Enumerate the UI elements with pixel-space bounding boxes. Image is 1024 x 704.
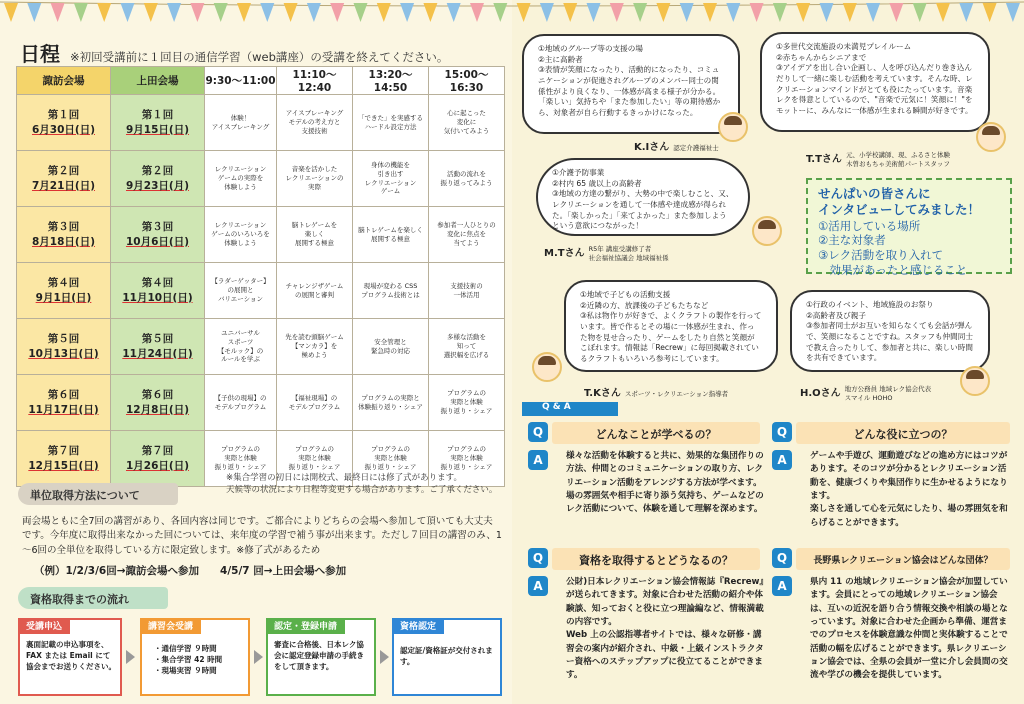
program-cell (353, 95, 429, 151)
program-text: 多様な活動を 知って 選択幅を広げる (443, 333, 490, 359)
program-text: 心に起こった 変化に 気付いてみよう (443, 109, 490, 135)
bunting-flag (703, 3, 717, 22)
header-ueda: 上田会場 (111, 67, 205, 95)
bunting-flag (330, 3, 344, 22)
flow-heading: 資格取得までの流れ (18, 587, 168, 609)
session-number: 第２回 (141, 164, 174, 177)
flow-step-certify (392, 618, 502, 696)
interview-text: ①地域のグループ等の支援の場 ②主に高齢者 ③表情が笑顔になったり、活動的になったり、コミュニケーションが促進されグループのメンバー同士の関係性がより良くなり、一体感が高まる様子が分かる。「楽しい」気持ちや「また参加したい」等の期待感から、対象者が自ら行動するきっかけになった。 (538, 44, 721, 117)
program-text: プログラムの 実際と体験 振り返り・シェア (214, 445, 267, 471)
session-number: 第５回 (141, 332, 174, 345)
program-text: 体験！ アイスブレーキング (211, 113, 270, 131)
bunting-flag (167, 3, 181, 22)
bunting-flag (750, 3, 764, 22)
bunting-flag (400, 3, 414, 22)
header-suwa: 諏訪会場 (17, 67, 111, 95)
bunting-flag (423, 3, 437, 22)
ueda-session-cell (111, 95, 205, 151)
program-cell (429, 263, 505, 319)
program-text: プログラムの実際と 体験振り返り・シェア (358, 393, 423, 411)
avatar (752, 216, 782, 246)
ueda-session-cell (111, 431, 205, 487)
flow-step-apply (18, 618, 122, 696)
program-text: 【福祉現場】の モデルプログラム (288, 393, 341, 411)
program-text: レクリエーション ゲームのいろいろを 体験しよう (211, 221, 270, 247)
program-text: プログラムの 実際と体験 振り返り・シェア (288, 445, 341, 471)
program-cell (205, 151, 277, 207)
flow-step-body: 審査に合格後、日本レク協会に認定登録申請の手続きをして頂きます。 (274, 640, 364, 671)
program-cell (277, 375, 353, 431)
bunting-flag (260, 3, 274, 22)
question-badge: Q (772, 548, 792, 568)
credit-example: （例）1/2/3/6回→諏訪会場へ参加 4/5/7 回→上田会場へ参加 (34, 565, 347, 577)
program-cell (429, 95, 505, 151)
program-text: プログラムの 実際と体験 振り返り・シェア (440, 389, 493, 415)
avatar (960, 366, 990, 396)
answer-badge: A (528, 576, 548, 596)
bunting-flag (74, 3, 88, 22)
suwa-session-cell (17, 95, 111, 151)
session-date: 1月26日(日) (125, 459, 189, 472)
speaker-name: K.Iさん (634, 142, 670, 153)
bunting-flag (354, 3, 368, 22)
bunting-decoration (0, 0, 1024, 28)
program-text: 参加者一人ひとりの 変化に焦点を 当てよう (437, 221, 496, 247)
session-date: 10月6日(日) (125, 235, 189, 248)
flow-step-title: 資格認定 (392, 618, 444, 634)
bunting-flag (144, 3, 158, 22)
session-date: 11月10日(日) (122, 291, 193, 304)
bunting-flag (27, 3, 41, 22)
flow-step-title: 受講申込 (18, 618, 70, 634)
bunting-flag (1006, 3, 1020, 22)
program-cell (277, 95, 353, 151)
program-cell (205, 95, 277, 151)
speaker-tk (584, 384, 728, 399)
session-date: 9月1日(日) (35, 291, 92, 304)
schedule-header-row (17, 67, 505, 95)
page-title: 日程 (20, 42, 60, 66)
interview-text: ①地域で子どもの活動支援 ②近隣の方、放課後の子どもたちなど ③私は物作りが好きで、よくクラフトの製作を行っています。皆で作るとその場に一体感が生まれ、作った物を見せ合ったり、ゲームをしたり自然と笑顔がこぼれます。情報誌「Recrew」に毎回掲載されているクラフトもいろいろ参考にしています。 (580, 290, 762, 363)
bunting-flag (493, 3, 507, 22)
interview-box-item: ②主な対象者 (818, 233, 886, 248)
program-text: 支援技術の 一体活用 (450, 281, 483, 299)
program-cell (353, 207, 429, 263)
session-number: 第４回 (47, 276, 80, 289)
bunting-flag (214, 3, 228, 22)
interview-text: ①多世代交流施設の未満児プレイルーム ②赤ちゃんからシニアまで ③アイデアを出し合い企画し、人を呼び込んだり巻き込んだりして一緒に楽しむ活動を考えています。そんな時、レクリエーションマインドがとても役にたっています。音楽レクを得意としているので、"音楽で元気に！笑顔に！"をモットーに、みんなに一体感が生まれる瞬間が好きです。 (776, 42, 973, 115)
flow-step-register (266, 618, 376, 696)
header-slot-1: 9:30～11:00 (205, 67, 277, 95)
bunting-flag (470, 3, 484, 22)
speaker-role: R5年 講座受講修了者 社会福祉協議会 地域福祉係 (588, 245, 669, 262)
flow-step-attend (140, 618, 250, 696)
session-number: 第６回 (141, 388, 174, 401)
bunting-flag (913, 3, 927, 22)
session-number: 第７回 (47, 444, 80, 457)
bunting-flag (983, 3, 997, 22)
session-number: 第２回 (47, 164, 80, 177)
program-text: プログラムの 実際と体験 振り返り・シェア (440, 445, 493, 471)
session-number: 第１回 (141, 108, 174, 121)
table-row (17, 319, 505, 375)
question-2: どんな役に立つの？ (796, 422, 1010, 444)
bunting-flag (97, 3, 111, 22)
speaker-role: 元、小学校講師、現、ふるさと体験 木曽おもちゃ美術館パートスタッフ (845, 151, 950, 168)
program-text: チャレンジザゲーム の展開と審判 (285, 281, 344, 299)
speaker-mt (544, 244, 669, 262)
bunting-flag (517, 3, 531, 22)
table-row (17, 263, 505, 319)
interview-box-item: ①活用している場所 (818, 218, 921, 233)
bunting-flag (4, 3, 18, 22)
program-cell (353, 319, 429, 375)
interview-text: ①介護予防事業 ②村内 65 歳以上の高齢者 ③地域の方達の繋がり、大勢の中で楽しむこと、又、レクリエーションを通して一体感や達成感が得られた。「楽しかった」「来てよかった」また参加しようという意欲につながった！ (552, 168, 734, 231)
program-cell (205, 319, 277, 375)
program-cell (205, 263, 277, 319)
session-date: 9月15日(日) (125, 123, 189, 136)
program-text: 【ラダーゲッター】 の展開と バリエーション (211, 277, 270, 303)
table-row (17, 375, 505, 431)
program-cell (429, 207, 505, 263)
question-3: 資格を取得するとどうなるの？ (552, 548, 760, 570)
bunting-flag (726, 3, 740, 22)
table-row (17, 95, 505, 151)
session-number: 第５回 (47, 332, 80, 345)
bunting-flag (610, 3, 624, 22)
program-text: 先を読む頭脳ゲーム 【マンカラ】を 極めよう (285, 333, 344, 359)
ueda-session-cell (111, 375, 205, 431)
answer-4: 県内 11 の地域レクリエーション協会が加盟しています。会員にとっての地域レクリエーション協会は、互いの近況を語り合う情報交換や相談の場となっています。対象に合わせた企画から準備、運営までのプロセスを体験意識な仲間と実体験することで活動の幅を広げることができます。県レクリエーション協会では、全県の会員が一堂に介し会員間の交流や学びの機会を提供しています。 (810, 577, 1008, 681)
interview-bubble (790, 290, 990, 372)
bunting-flag (656, 3, 670, 22)
program-text: 活動の流れを 振り返ってみよう (440, 169, 493, 187)
program-text: 安全管理と 緊急時の対応 (371, 337, 410, 355)
question-badge: Q (772, 422, 792, 442)
program-text: 「できた」を実感する ハードル設定方法 (358, 113, 423, 131)
program-cell (429, 375, 505, 431)
session-number: 第１回 (47, 108, 80, 121)
arrow-right-icon (380, 650, 389, 664)
program-cell (277, 263, 353, 319)
table-row (17, 151, 505, 207)
avatar (718, 112, 748, 142)
program-cell (277, 207, 353, 263)
bunting-flag (587, 3, 601, 22)
bunting-flag (796, 3, 810, 22)
bunting-flag (936, 3, 950, 22)
speaker-role: スポーツ・レクリエーション指導者 (624, 390, 729, 398)
program-cell (353, 375, 429, 431)
speaker-role: 認定介護福祉士 (673, 144, 719, 152)
ueda-session-cell (111, 263, 205, 319)
program-text: 現場が変わる CSS プログラム技術とは (361, 281, 420, 299)
bunting-flag (959, 3, 973, 22)
interview-text: ①行政のイベント、地域施設のお祭り ②高齢者及び親子 ③参加者同士がお互いを知らなくても会話が弾んで、笑顔になることですね。スタッフも仲間同士で教え合ったりして、参加者と共に、楽しい時間を共有できています。 (806, 300, 973, 363)
program-text: 音楽を活かした レクリエーションの 実際 (285, 165, 344, 191)
answer-badge: A (772, 576, 792, 596)
bunting-flag (773, 3, 787, 22)
program-text: 脳トレゲームを 楽しく 展開する極意 (291, 221, 338, 247)
flow-step-title: 講習会受講 (140, 618, 201, 634)
question-badge: Q (528, 548, 548, 568)
bunting-flag (540, 3, 554, 22)
session-date: 10月13日(日) (28, 347, 99, 360)
bunting-flag (237, 3, 251, 22)
program-text: 脳トレゲームを楽しく 展開する極意 (358, 225, 423, 243)
speaker-tt (806, 150, 950, 168)
answer-badge: A (528, 450, 548, 470)
arrow-right-icon (254, 650, 263, 664)
program-text: レクリエーション ゲームの実際を 体験しよう (214, 165, 267, 191)
suwa-session-cell (17, 375, 111, 431)
bunting-flag (889, 3, 903, 22)
credit-text: 両会場ともに全7回の講習があり、各回内容は同じです。ご都合によりどちらの会場へ参加して頂いても大丈夫です。今年度に取得出来なかった回については、来年度の学習で補う事が出来ます。ただし７回目の講習のみ、1～6回の全単位を取得している方に限定致します。※修了式があるため (22, 516, 502, 556)
ueda-session-cell (111, 207, 205, 263)
program-text: アイスブレーキング モデルの考え方と 支援技術 (285, 109, 344, 135)
schedule-title-row (20, 38, 448, 67)
session-date: 11月24日(日) (122, 347, 193, 360)
session-number: 第３回 (141, 220, 174, 233)
program-cell (205, 375, 277, 431)
session-date: 9月23日(月) (125, 179, 189, 192)
speaker-name: H.Oさん (800, 388, 841, 399)
program-cell (353, 151, 429, 207)
bunting-flag (284, 3, 298, 22)
program-text: ユニバーサル スポーツ 【モルック】の ルールを学ぶ (217, 328, 264, 364)
ueda-session-cell (111, 151, 205, 207)
program-cell (429, 151, 505, 207)
bunting-flag (820, 3, 834, 22)
bunting-flag (190, 3, 204, 22)
interview-summary-box (806, 178, 1012, 278)
suwa-session-cell (17, 151, 111, 207)
avatar (532, 352, 562, 382)
credit-heading: 単位取得方法について (18, 483, 178, 505)
header-slot-3: 13:20～14:50 (353, 67, 429, 95)
suwa-session-cell (17, 431, 111, 487)
bunting-flag (377, 3, 391, 22)
question-4: 長野県レクリエーション協会はどんな団体？ (796, 548, 1010, 570)
speaker-name: T.Kさん (584, 388, 621, 399)
schedule-note: ※初回受講前に１回目の通信学習（web講座）の受講を終えてください。 (70, 50, 449, 64)
session-date: 12月15日(日) (28, 459, 99, 472)
question-1: どんなことが学べるの？ (552, 422, 760, 444)
suwa-session-cell (17, 263, 111, 319)
program-cell (353, 263, 429, 319)
header-slot-4: 15:00～16:30 (429, 67, 505, 95)
avatar (976, 122, 1006, 152)
program-cell (277, 151, 353, 207)
bunting-flag (563, 3, 577, 22)
program-cell (205, 207, 277, 263)
answer-2: ゲームや手遊び、運動遊びなどの進め方にはコツがあります。そのコツが分かるとレクリエーション活動を、健康づくりや集団作りに生かせるようになります。 楽しさを通して心を元気にしたり、場の雰囲気を和らげることができます。 (810, 451, 1008, 528)
session-date: 12月8日(日) (125, 403, 189, 416)
session-number: 第４回 (141, 276, 174, 289)
flow-step-body: 認定証/資格証が交付されます。 (400, 646, 493, 666)
bunting-flag (843, 3, 857, 22)
session-number: 第３回 (47, 220, 80, 233)
interview-bubble (564, 280, 778, 372)
flow-step-body: 裏面記載の申込事項を、FAX または Email にて協会までお送りください。 (26, 640, 116, 671)
answer-1: 様々な活動を体験すると共に、効果的な集団作りの方法、仲間とのコミュニケーションの取り方、レクリエーション活動をアレンジする方法が学べます。 場の雰囲気や相手に寄り添う気持ち、ゲームなどのレク活動について、体験を通して理解を深めます。 (566, 451, 764, 515)
bunting-flag (121, 3, 135, 22)
bunting-flag (447, 3, 461, 22)
table-row (17, 207, 505, 263)
program-cell (277, 319, 353, 375)
ueda-session-cell (111, 319, 205, 375)
speaker-ho (800, 384, 931, 402)
interview-box-item: ③レク活動を取り入れて 効果があったと感じること (818, 248, 968, 278)
session-date: 6月30日(日) (31, 123, 95, 136)
bunting-flag (633, 3, 647, 22)
speaker-ki (634, 138, 719, 153)
bunting-flag (307, 3, 321, 22)
session-number: 第６回 (47, 388, 80, 401)
question-badge: Q (528, 422, 548, 442)
speaker-role: 地方公務員 地域レク協会代表 スマイル HOHO (844, 385, 932, 402)
arrow-right-icon (126, 650, 135, 664)
session-date: 11月17日(日) (28, 403, 99, 416)
qa-tag: Q & A (522, 402, 618, 416)
speaker-name: M.Tさん (544, 248, 585, 259)
program-text: プログラムの 実際と体験 振り返り・シェア (364, 445, 417, 471)
interview-bubble (536, 158, 750, 236)
session-date: 7月21日(日) (31, 179, 95, 192)
flow-step-title: 認定・登録申請 (266, 618, 345, 634)
answer-badge: A (772, 450, 792, 470)
suwa-session-cell (17, 207, 111, 263)
suwa-session-cell (17, 319, 111, 375)
program-text: 身体の機能を 引き出す レクリエーション ゲーム (364, 160, 417, 196)
interview-bubble (522, 34, 740, 134)
program-text: 【子供の現場】の モデルプログラム (214, 393, 267, 411)
interview-bubble (760, 32, 990, 132)
schedule-table (16, 66, 505, 487)
bunting-flag (51, 3, 65, 22)
schedule-footnotes: ※集合学習の初日には開校式、最終日には修了式があります。 天候等の状況により日程等変更する場合があります。ご了承ください。 (226, 473, 498, 496)
interview-box-title: せんぱいの皆さんに インタビューしてみました！ (818, 186, 981, 218)
session-number: 第７回 (141, 444, 174, 457)
bunting-flag (680, 3, 694, 22)
program-cell (429, 319, 505, 375)
flow-step-body: ・通信学習 ９時間 ・集合学習 42 時間 ・現場実習 ９時間 (154, 644, 223, 675)
header-slot-2: 11:10～12:40 (277, 67, 353, 95)
bunting-flag (866, 3, 880, 22)
speaker-name: T.Tさん (806, 154, 842, 165)
answer-3: 公財)日本レクリエーション協会情報誌『Recrew』が送られてきます。対象に合わせた活動の紹介や体験談、知っておくと役に立つ理論編など、情報満載の内容です。 Web 上の公認指導者サイトでは、様々な研修・講習会の案内が紹介され、中級・上級インストラクター資格へのステップアップに役立てることができます。 (566, 577, 764, 681)
session-date: 8月18日(日) (31, 235, 95, 248)
